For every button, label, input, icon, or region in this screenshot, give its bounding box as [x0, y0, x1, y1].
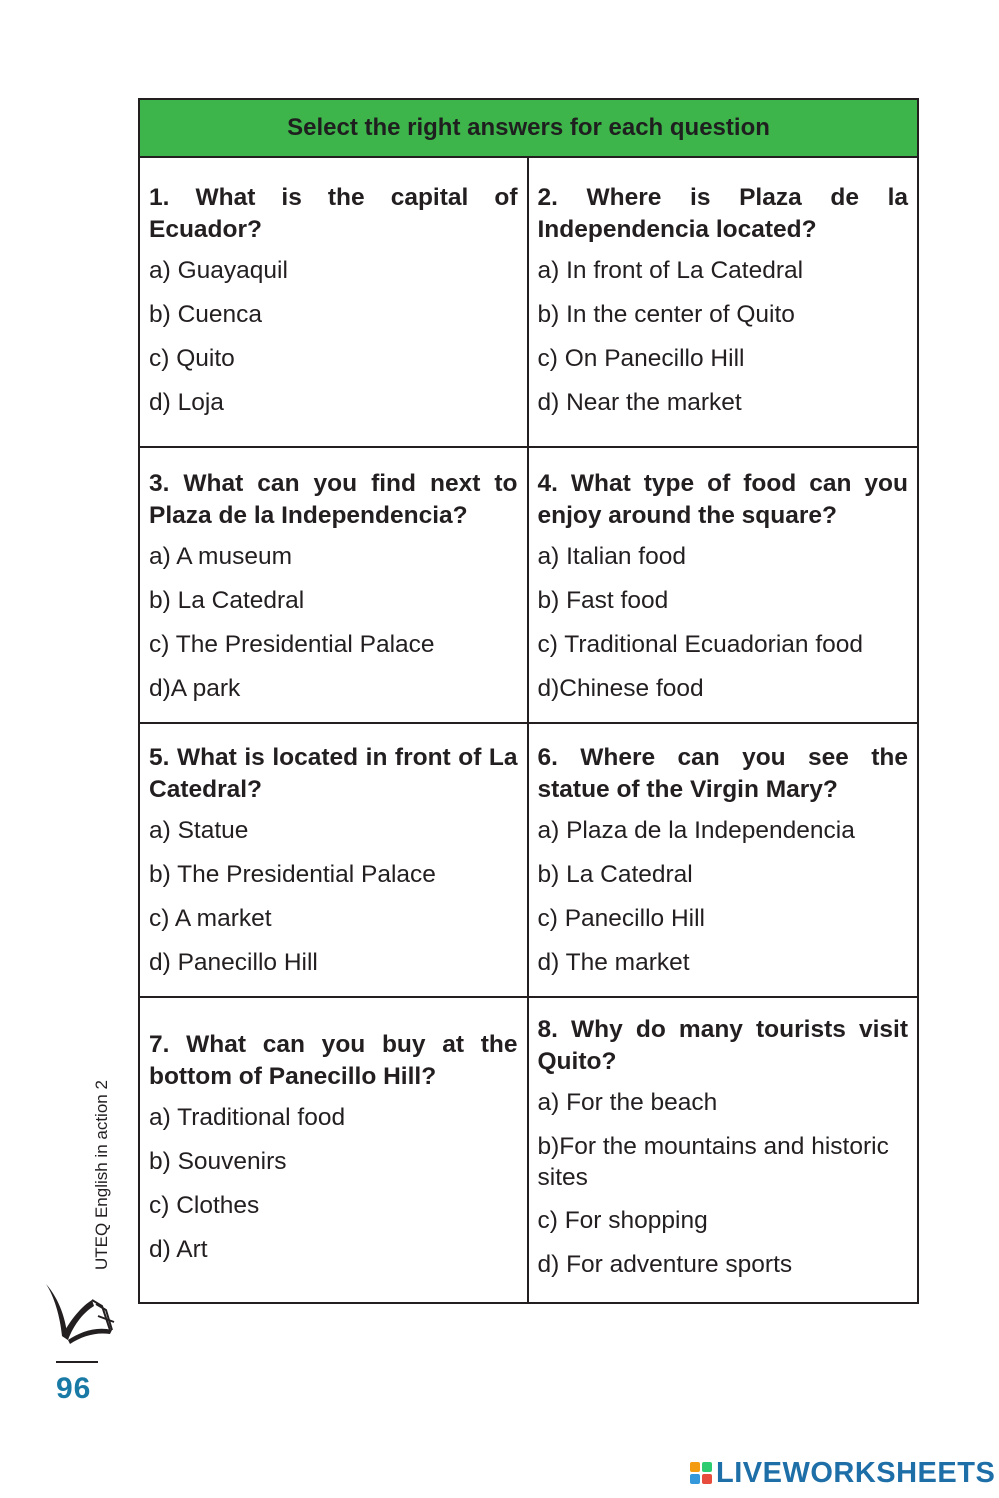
question-text: 5. What is located in front of La Catedral?	[149, 744, 518, 803]
answer-option-b[interactable]: b)For the mountains and historic sites	[537, 1133, 889, 1191]
question-3	[140, 448, 529, 722]
answer-option-c[interactable]: c) The Presidential Palace	[149, 631, 435, 658]
question-2	[529, 158, 918, 446]
answer-option-c[interactable]: c) Quito	[149, 345, 235, 372]
question-text: 3. What can you find next to Plaza de la Independencia?	[149, 470, 518, 529]
question-text: 4. What type of food can you enjoy around the square?	[537, 470, 908, 529]
liveworksheets-logo-icon	[690, 1462, 712, 1484]
answer-option-d[interactable]: d) For adventure sports	[537, 1251, 793, 1278]
answer-option-d[interactable]: d)Chinese food	[537, 675, 704, 702]
question-text: 2. Where is Plaza de la Independencia located?	[537, 184, 908, 243]
answer-option-b[interactable]: b) Souvenirs	[149, 1148, 287, 1175]
liveworksheets-brand[interactable]	[690, 1455, 995, 1491]
answer-option-a[interactable]: a) A museum	[149, 543, 292, 570]
answer-option-a[interactable]: a) Guayaquil	[149, 257, 288, 284]
quiz-row-3	[140, 724, 917, 998]
answer-option-b[interactable]: b) Cuenca	[149, 301, 263, 328]
question-text: 7. What can you buy at the bottom of Panecillo Hill?	[149, 1031, 518, 1090]
quiz-row-2	[140, 448, 917, 724]
answer-option-a[interactable]: a) Traditional food	[149, 1104, 346, 1131]
answer-option-a[interactable]: a) Plaza de la Independencia	[537, 817, 855, 844]
question-8	[529, 998, 918, 1302]
answer-option-a[interactable]: a) Statue	[149, 817, 249, 844]
answer-option-c[interactable]: c) Traditional Ecuadorian food	[537, 631, 863, 658]
page-number: 96	[56, 1372, 92, 1405]
answer-option-d[interactable]: d) The market	[537, 949, 690, 976]
question-6	[529, 724, 918, 996]
answer-option-c[interactable]: c) On Panecillo Hill	[537, 345, 745, 372]
answer-option-b[interactable]: b) Fast food	[537, 587, 669, 614]
answer-option-d[interactable]: d) Loja	[149, 389, 224, 416]
answer-option-a[interactable]: a) Italian food	[537, 543, 686, 570]
question-text: 1. What is the capital of Ecuador?	[149, 184, 518, 243]
answer-option-d[interactable]: d) Near the market	[537, 389, 742, 416]
answer-option-b[interactable]: b) The Presidential Palace	[149, 861, 436, 888]
question-7	[140, 998, 529, 1302]
quiz-table	[138, 98, 919, 1304]
book-title: UTEQ English in action 2	[92, 1080, 111, 1270]
answer-option-d[interactable]: d) Art	[149, 1236, 208, 1263]
answer-option-b[interactable]: b) La Catedral	[537, 861, 693, 888]
quiz-row-4	[140, 998, 917, 1302]
answer-option-c[interactable]: c) For shopping	[537, 1207, 708, 1234]
answer-option-a[interactable]: a) For the beach	[537, 1089, 718, 1116]
question-text: 6. Where can you see the statue of the Virgin Mary?	[537, 744, 908, 803]
answer-option-d[interactable]: d)A park	[149, 675, 241, 702]
answer-option-b[interactable]: b) In the center of Quito	[537, 301, 795, 328]
answer-option-c[interactable]: c) A market	[149, 905, 272, 932]
answer-option-c[interactable]: c) Clothes	[149, 1192, 260, 1219]
page-number-rule	[56, 1361, 98, 1363]
answer-option-d[interactable]: d) Panecillo Hill	[149, 949, 318, 976]
quiz-row-1	[140, 158, 917, 448]
answer-option-a[interactable]: a) In front of La Catedral	[537, 257, 804, 284]
open-book-icon	[40, 1276, 120, 1356]
answer-option-c[interactable]: c) Panecillo Hill	[537, 905, 705, 932]
brand-name: LIVEWORKSHEETS	[716, 1456, 996, 1489]
answer-option-b[interactable]: b) La Catedral	[149, 587, 305, 614]
question-1	[140, 158, 529, 446]
question-5	[140, 724, 529, 996]
question-text: 8. Why do many tourists visit Quito?	[537, 1016, 908, 1075]
quiz-header: Select the right answers for each question	[140, 100, 917, 158]
question-4	[529, 448, 918, 722]
